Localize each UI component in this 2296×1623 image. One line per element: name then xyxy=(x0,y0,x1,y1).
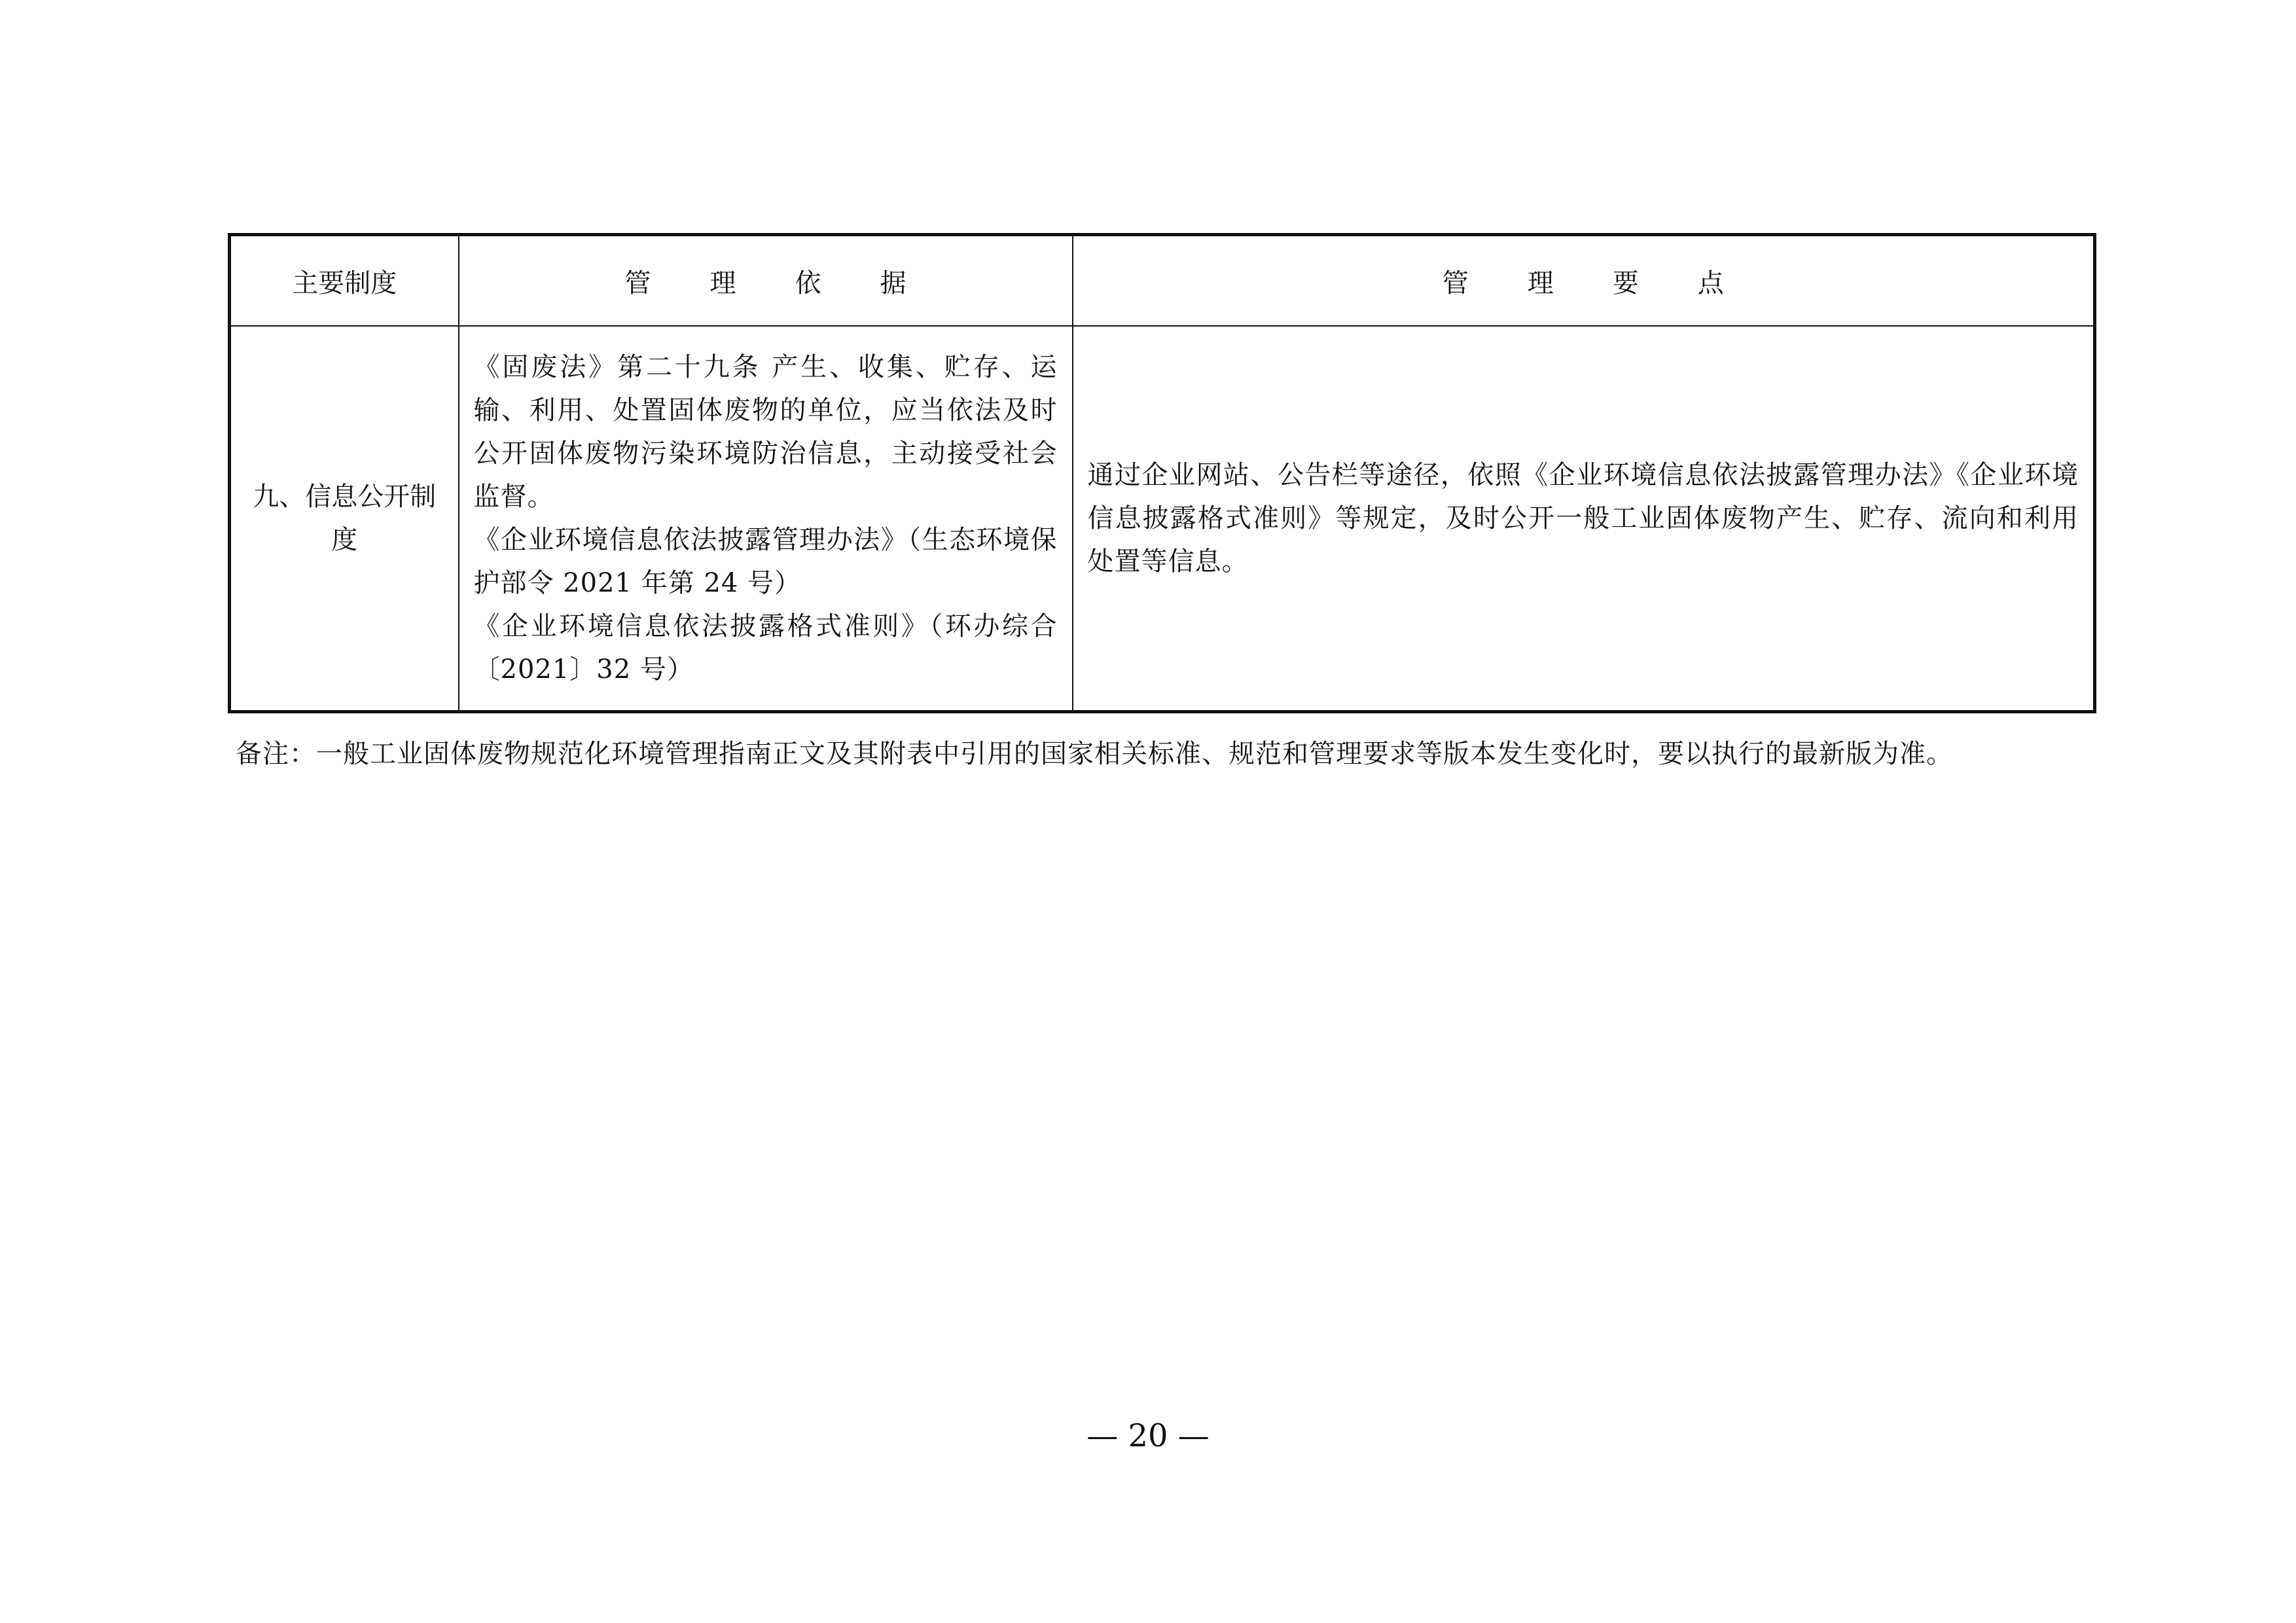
cell-management-basis xyxy=(459,326,1073,712)
regulation-table xyxy=(228,233,2096,713)
table-header-row xyxy=(230,235,2095,327)
header-management-basis: 管理依据 xyxy=(459,235,1073,327)
basis-item: 《企业环境信息依法披露格式准则》（环办综合〔2021〕32 号） xyxy=(473,611,1058,685)
cell-management-points: 通过企业网站、公告栏等途径，依照《企业环境信息依法披露管理办法》《企业环境信息披露格式准则》等规定，及时公开一般工业固体废物产生、贮存、流向和利用处置等信息。 xyxy=(1073,326,2095,712)
basis-item: 《企业环境信息依法披露管理办法》（生态环境保护部令 2021 年第 24 号） xyxy=(473,525,1058,598)
basis-item: 《固废法》第二十九条 产生、收集、贮存、运输、利用、处置固体废物的单位，应当依法及时公开固体废物污染环境防治信息，主动接受社会监督。 xyxy=(473,352,1058,512)
header-main-system: 主要制度 xyxy=(230,235,459,327)
footnote-remark: 备注：一般工业固体废物规范化环境管理指南正文及其附表中引用的国家相关标准、规范和管理要求等版本发生变化时，要以执行的最新版为准。 xyxy=(236,739,1953,769)
table-row xyxy=(230,326,2095,712)
page-number: — 20 — xyxy=(1086,1418,1210,1454)
header-management-points: 管理要点 xyxy=(1073,235,2095,327)
cell-system-name: 九、信息公开制度 xyxy=(230,326,459,712)
